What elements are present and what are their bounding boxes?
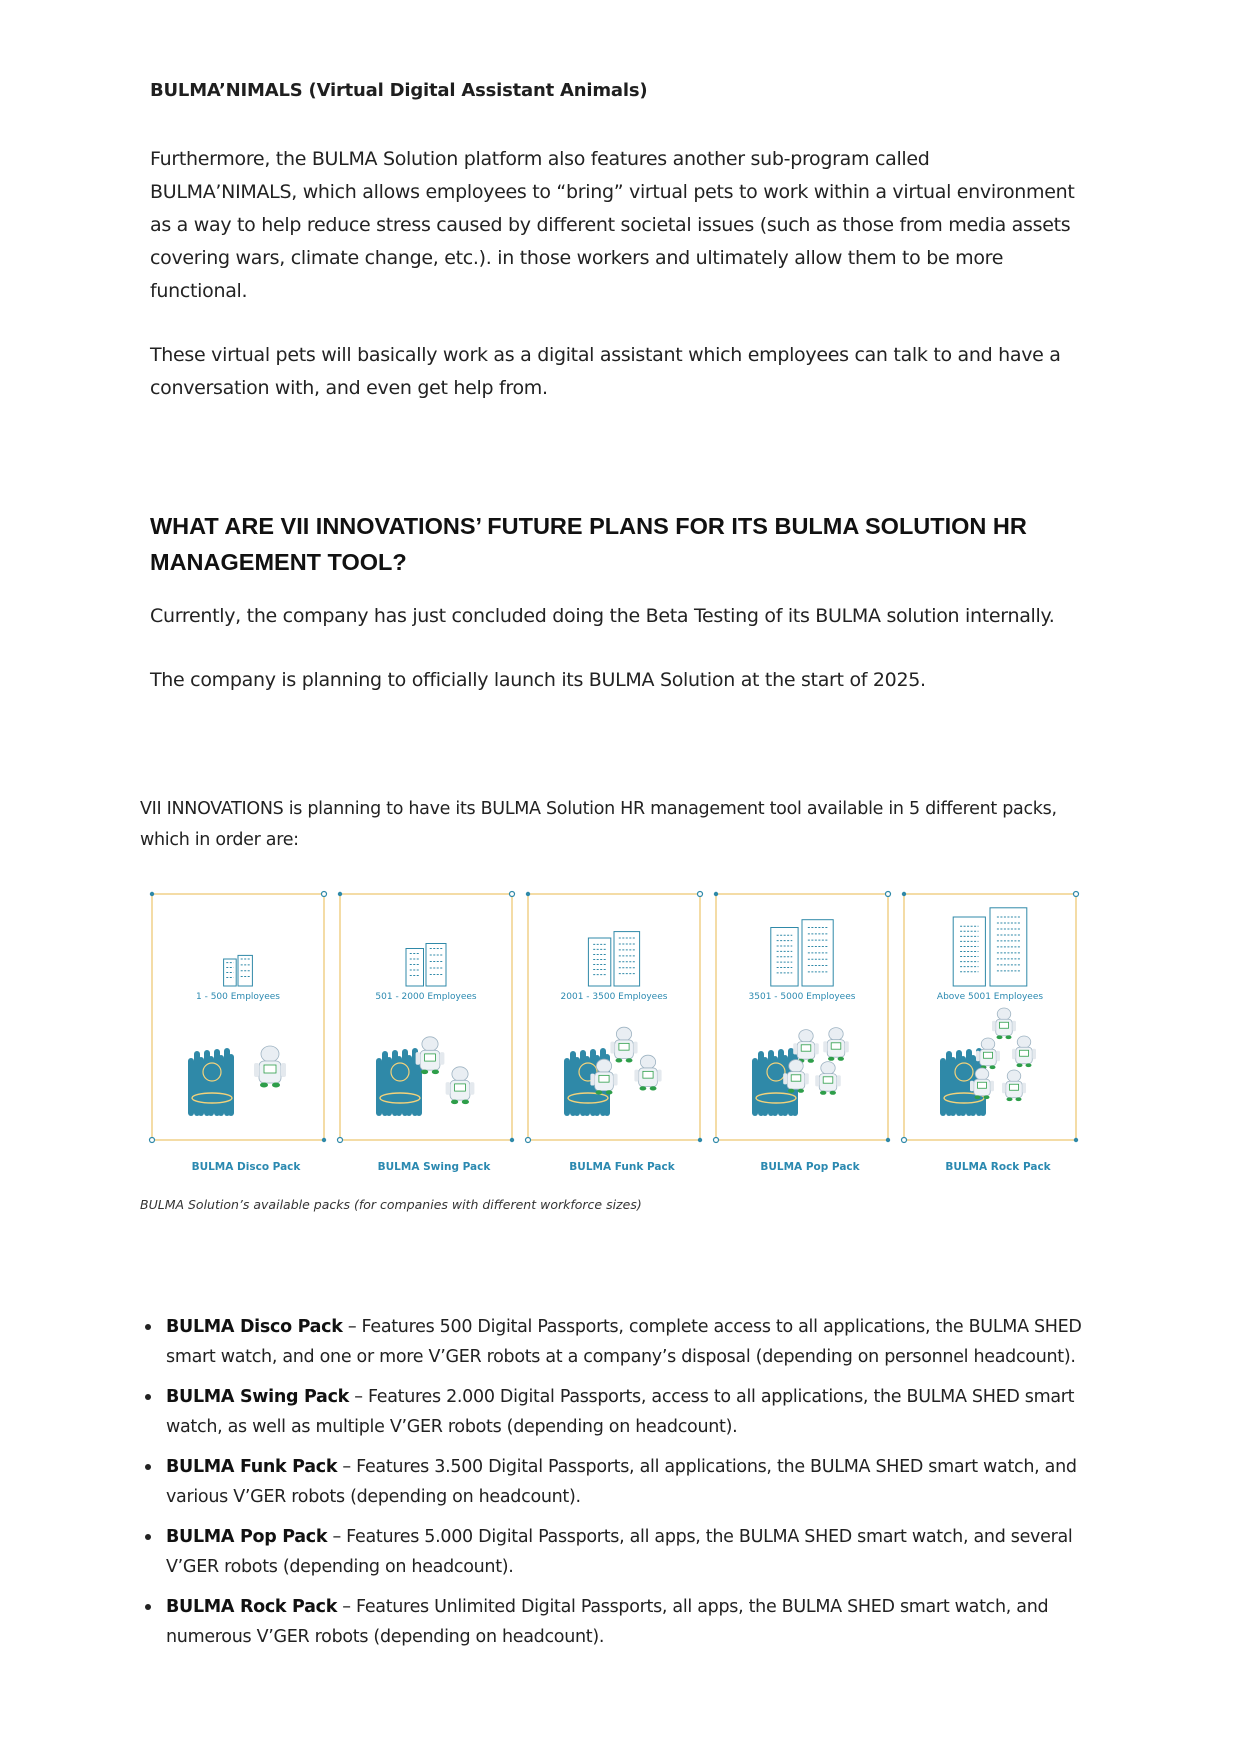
robot-icon bbox=[823, 1028, 849, 1061]
building-icon bbox=[224, 955, 253, 986]
list-item bbox=[140, 1312, 1100, 1372]
list-item bbox=[140, 1592, 1100, 1652]
pack-title: BULMA Rock Pack bbox=[166, 1597, 338, 1617]
pack-title: BULMA Disco Pack bbox=[166, 1317, 343, 1337]
pack-title: BULMA Funk Pack bbox=[166, 1457, 338, 1477]
corner-dot bbox=[1074, 1138, 1078, 1142]
pack-name-label: BULMA Swing Pack bbox=[377, 1161, 491, 1173]
employee-range-label: 1 - 500 Employees bbox=[196, 992, 280, 1002]
corner-dot bbox=[150, 892, 154, 896]
text-line: which in order are: bbox=[140, 830, 299, 850]
pack-name-label: BULMA Rock Pack bbox=[945, 1161, 1051, 1173]
employee-range-label: 2001 - 3500 Employees bbox=[560, 992, 668, 1002]
corner-dot bbox=[150, 1138, 155, 1143]
corner-dot bbox=[322, 892, 327, 897]
employee-range-label: 501 - 2000 Employees bbox=[375, 992, 477, 1002]
text-line: Furthermore, the BULMA Solution platform also features another sub-program called bbox=[150, 148, 930, 170]
paragraph-beta-testing: Currently, the company has just concluded doing the Beta Testing of its BULMA solution internally. bbox=[150, 605, 1055, 627]
robot-icon bbox=[610, 1027, 637, 1062]
pack-description: – Features 3.500 Digital Passports, all applications, the BULMA SHED smart watch, and various V’GER robots (depending on headcount). bbox=[166, 1457, 1077, 1507]
figure-caption: BULMA Solution’s available packs (for companies with different workforce sizes) bbox=[140, 1197, 642, 1212]
pack-title: BULMA Swing Pack bbox=[166, 1387, 349, 1407]
building-icon bbox=[953, 908, 1027, 986]
text-line: functional. bbox=[150, 280, 248, 302]
bullet-icon bbox=[145, 1394, 151, 1400]
pack-description: – Features 2.000 Digital Passports, access to all applications, the BULMA SHED smart watch, as well as multiple V’GER robots (depending on headcount). bbox=[166, 1387, 1075, 1437]
paragraph-launch-2025: The company is planning to officially launch its BULMA Solution at the start of 2025. bbox=[150, 669, 926, 691]
pack-frame bbox=[340, 894, 512, 1140]
heading-line: MANAGEMENT TOOL? bbox=[150, 549, 407, 575]
bullet-icon bbox=[145, 1324, 151, 1330]
corner-dot bbox=[510, 892, 515, 897]
bullet-icon bbox=[145, 1604, 151, 1610]
corner-dot bbox=[338, 892, 342, 896]
pack-panel bbox=[902, 892, 1079, 1174]
building-icon bbox=[588, 932, 639, 986]
robot-icon bbox=[1002, 1070, 1026, 1101]
heading-line: WHAT ARE VII INNOVATIONS’ FUTURE PLANS FOR ITS BULMA SOLUTION HR bbox=[150, 513, 1027, 539]
text-line: These virtual pets will basically work as a digital assistant which employees can talk to and have a bbox=[150, 344, 1061, 366]
building-icon bbox=[771, 920, 833, 986]
bullet-icon bbox=[145, 1534, 151, 1540]
robot-icon bbox=[992, 1008, 1016, 1039]
paragraph-bulmanimals-intro bbox=[150, 143, 1100, 308]
text-line: covering wars, climate change, etc.). in those workers and ultimately allow them to be more bbox=[150, 247, 1004, 269]
paragraph-packs-intro bbox=[140, 794, 1100, 856]
pack-name-label: BULMA Pop Pack bbox=[760, 1161, 860, 1173]
corner-dot bbox=[714, 1138, 719, 1143]
building-icon bbox=[406, 944, 446, 987]
robot-icon bbox=[254, 1046, 286, 1088]
corner-dot bbox=[510, 1138, 514, 1142]
corner-dot bbox=[1074, 892, 1079, 897]
corner-dot bbox=[902, 1138, 907, 1143]
paragraph-virtual-pets bbox=[150, 339, 1100, 405]
text-line: VII INNOVATIONS is planning to have its BULMA Solution HR management tool available in 5 different packs, bbox=[140, 799, 1057, 819]
corner-dot bbox=[698, 1138, 702, 1142]
employee-range-label: Above 5001 Employees bbox=[936, 992, 1044, 1002]
corner-dot bbox=[886, 1138, 890, 1142]
pack-panel bbox=[338, 892, 515, 1174]
corner-dot bbox=[698, 892, 703, 897]
list-item bbox=[140, 1522, 1100, 1582]
employee-range-label: 3501 - 5000 Employees bbox=[748, 992, 856, 1002]
corner-dot bbox=[338, 1138, 343, 1143]
text-line: conversation with, and even get help from. bbox=[150, 377, 548, 399]
robot-icon bbox=[1012, 1036, 1036, 1067]
corner-dot bbox=[526, 892, 530, 896]
corner-dot bbox=[886, 892, 891, 897]
robot-icon bbox=[446, 1067, 475, 1104]
animal-plant-icon bbox=[376, 1048, 422, 1116]
list-item bbox=[140, 1452, 1100, 1512]
text-line: BULMA’NIMALS, which allows employees to “bring” virtual pets to work within a virtual environment bbox=[150, 181, 1075, 203]
packs-bullet-list bbox=[140, 1312, 1100, 1662]
pack-panel bbox=[526, 892, 703, 1174]
corner-dot bbox=[322, 1138, 326, 1142]
pack-description: – Features 500 Digital Passports, complete access to all applications, the BULMA SHED smart watch, and one or more V’GER robots at a company’s disposal (depending on personnel headcount). bbox=[166, 1317, 1082, 1367]
packs-figure bbox=[140, 880, 1100, 1180]
list-item bbox=[140, 1382, 1100, 1442]
robot-icon bbox=[634, 1055, 661, 1090]
pack-name-label: BULMA Funk Pack bbox=[569, 1161, 675, 1173]
section-heading-bulmanimals: BULMA’NIMALS (Virtual Digital Assistant Animals) bbox=[150, 80, 648, 101]
pack-name-label: BULMA Disco Pack bbox=[191, 1161, 301, 1173]
corner-dot bbox=[714, 892, 718, 896]
pack-frame bbox=[152, 894, 324, 1140]
pack-description: – Features Unlimited Digital Passports, all apps, the BULMA SHED smart watch, and numerous V’GER robots (depending on headcount). bbox=[166, 1597, 1049, 1647]
text-line: as a way to help reduce stress caused by different societal issues (such as those from media assets bbox=[150, 214, 1071, 236]
pack-description: – Features 5.000 Digital Passports, all apps, the BULMA SHED smart watch, and several V’GER robots (depending on headcount). bbox=[166, 1527, 1073, 1577]
pack-panel bbox=[714, 892, 891, 1174]
pack-frame bbox=[528, 894, 700, 1140]
section-heading-future-plans bbox=[150, 508, 1050, 580]
pack-title: BULMA Pop Pack bbox=[166, 1527, 328, 1547]
animal-plant-icon bbox=[188, 1048, 234, 1116]
robot-icon bbox=[815, 1062, 841, 1095]
corner-dot bbox=[902, 892, 906, 896]
bullet-icon bbox=[145, 1464, 151, 1470]
corner-dot bbox=[526, 1138, 531, 1143]
pack-panel bbox=[150, 892, 327, 1174]
